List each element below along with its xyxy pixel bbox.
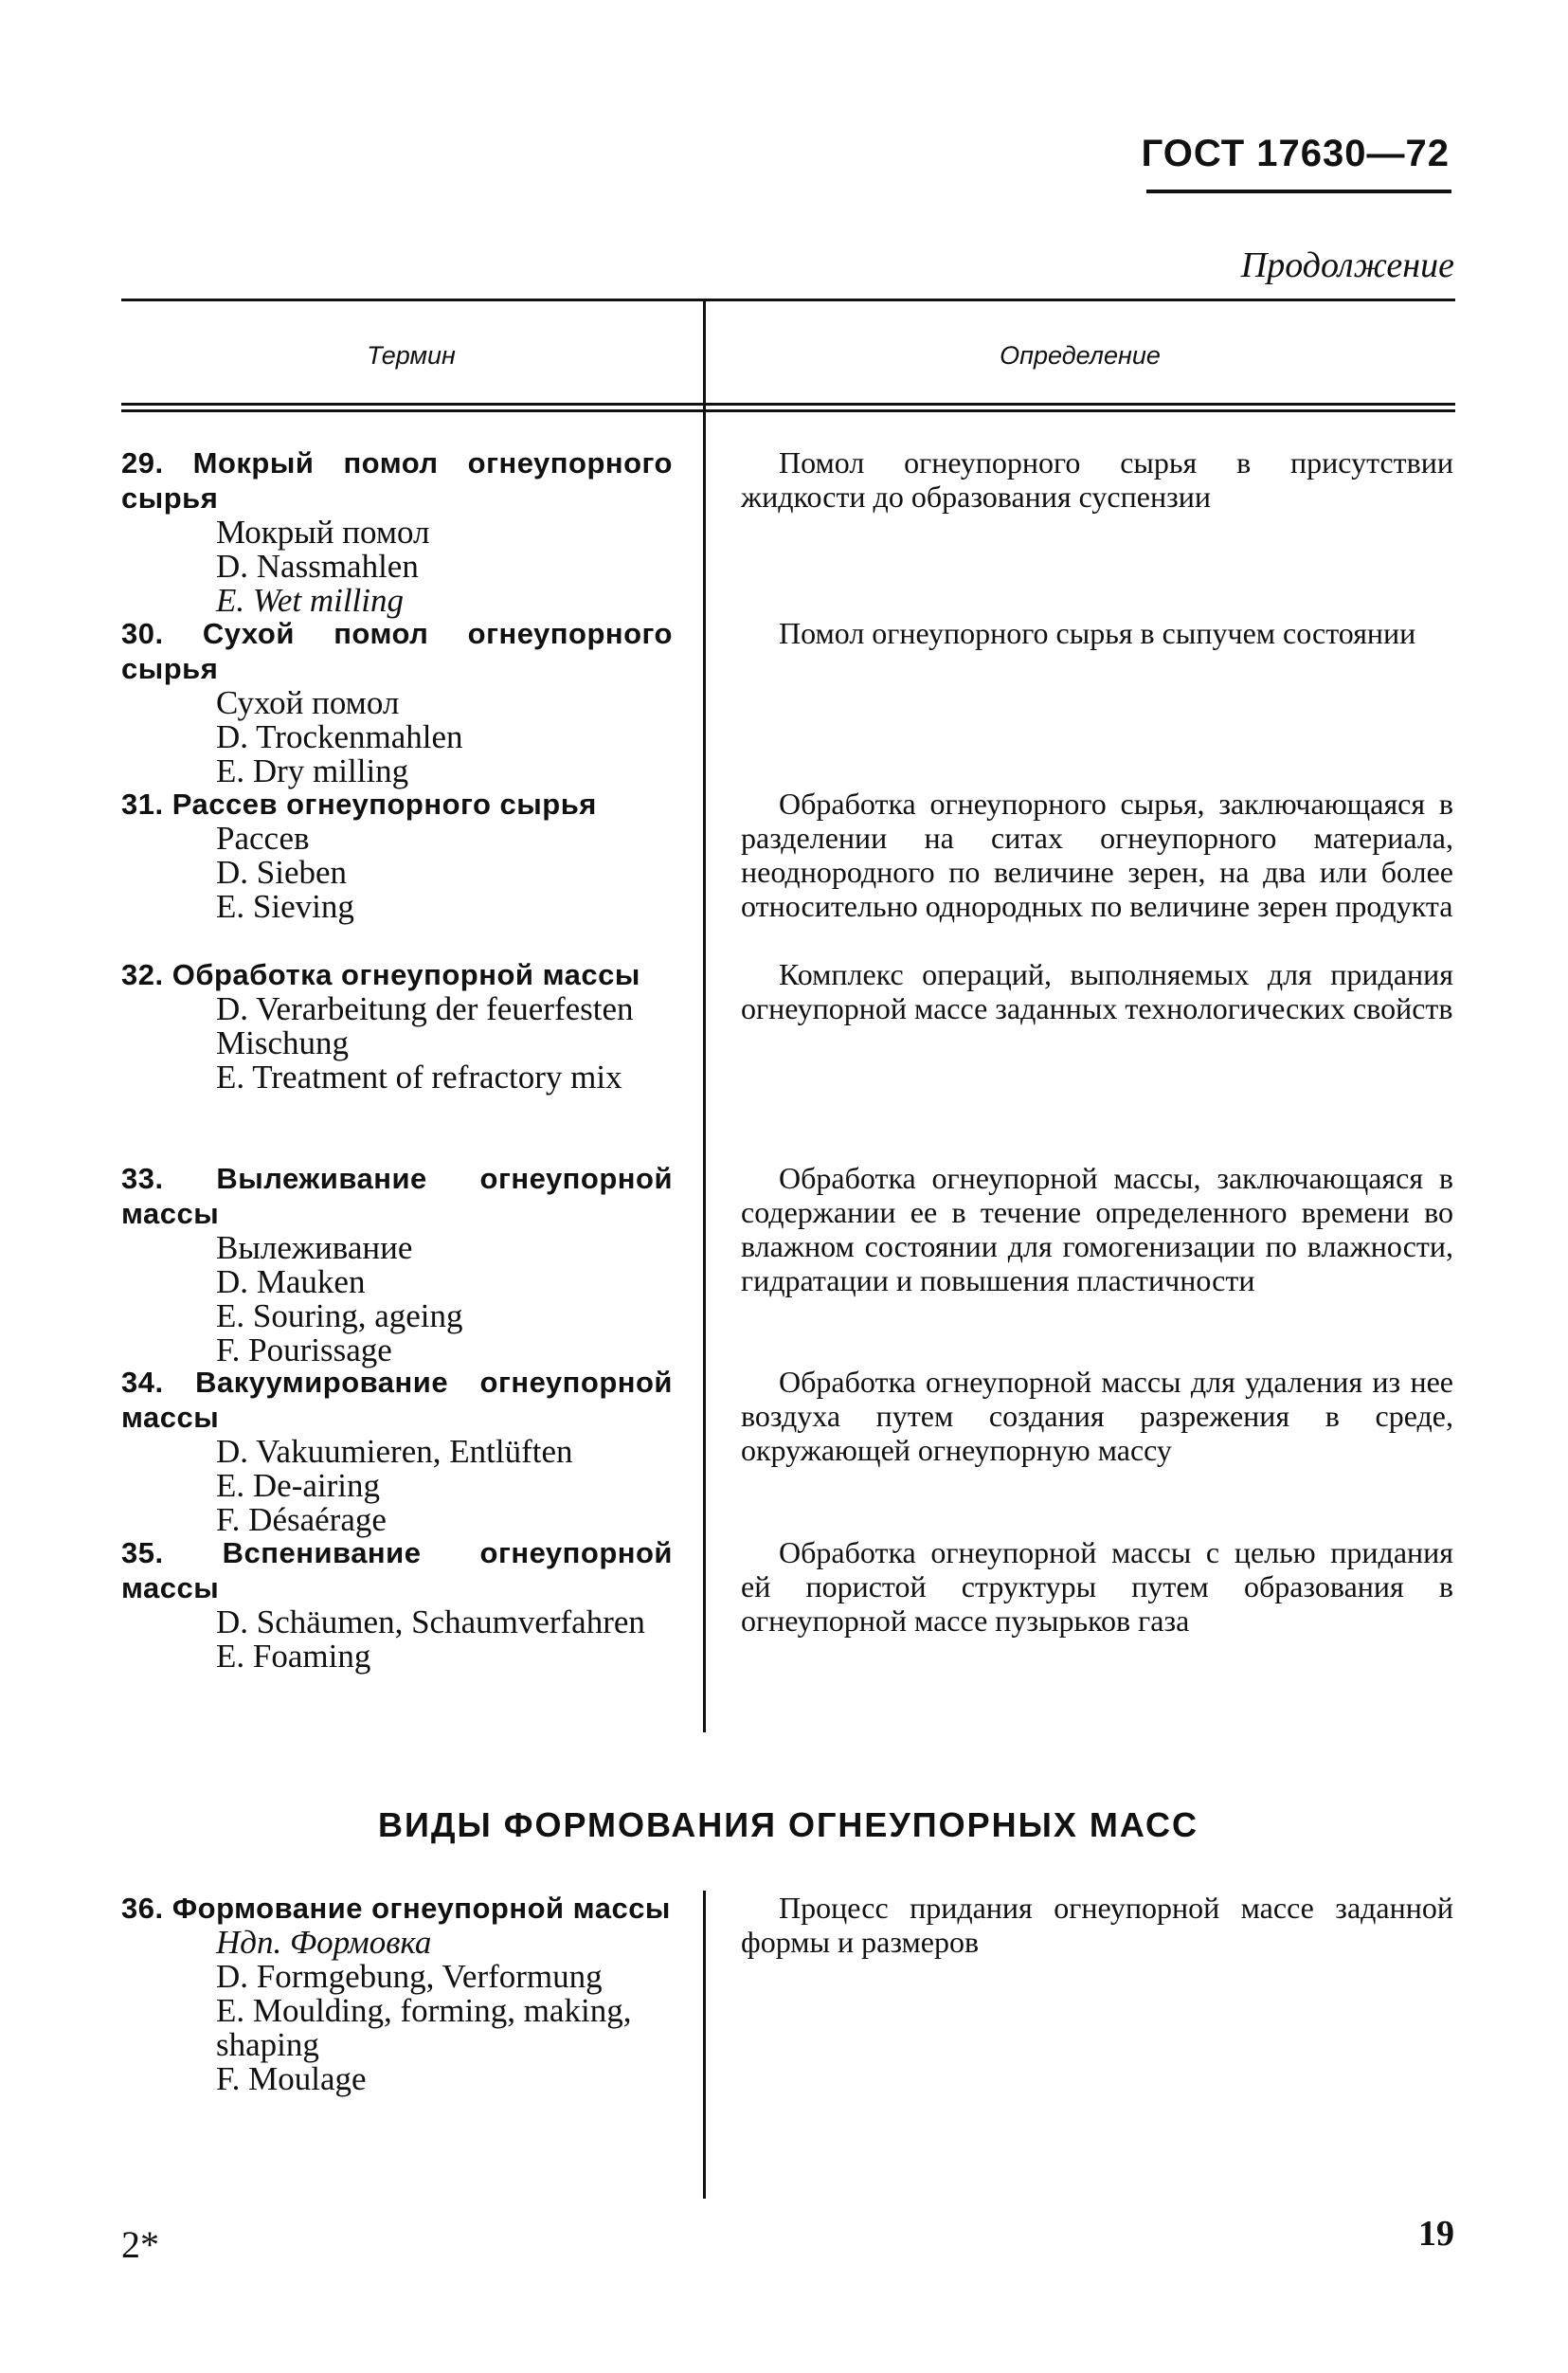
definition-36: Процесс придания огнеупорной массе заданной формы и размеров [741,1891,1453,1959]
term-french: F. Pourissage [216,1331,392,1368]
term-heading: 32. Обработка огнеупорной массы [121,958,640,991]
table-top-rule [121,299,1455,301]
definition-33: Обработка огнеупорной массы, заключающаяся в содержании ее в течение определенного времени во влажном состоянии для гомогенизации по влажности, гидратации и повышения пластичности [741,1161,1453,1297]
term-german: D. Verarbeitung der feuerfesten Mischung [216,990,634,1061]
definition-30: Помол огнеупорного сырья в сыпучем состоянии [779,616,1416,650]
term-heading: 36. Формование огнеупорной массы [121,1892,671,1925]
term-heading: 29. Мокрый помол огнеупорного сырья [121,446,673,515]
term-32 [121,957,673,1095]
term-29 [121,445,673,618]
term-english: E. Wet milling [216,582,405,619]
term-german: D. Mauken [216,1263,366,1300]
term-35 [121,1535,673,1674]
term-column-header: Термин [367,341,456,370]
term-33 [121,1161,673,1368]
term-german: D. Nassmahlen [216,548,419,585]
definition-35: Обработка огнеупорной массы с целью придания ей пористой структуры путем образования в огнеупорной массе пузырьков газа [741,1535,1453,1638]
term-german: D. Sieben [216,854,348,891]
term-36 [121,1891,673,2096]
term-heading: 33. Вылеживание огнеупорной массы [121,1162,673,1230]
standard-number: ГОСТ 17630—72 [1141,133,1450,174]
page-number: 19 [1418,2214,1454,2254]
term-german: D. Trockenmahlen [216,718,463,755]
table-header-rule-2 [121,409,1455,412]
definition-31: Обработка огнеупорного сырья, заключающаяся в разделении на ситах огнеупорного материала, неоднородного по величине зерен, на два или более относительно однородных по величине зерен продукта [741,787,1453,923]
definition-32: Комплекс операций, выполняемых для придания огнеупорной массе заданных технологических свойств [741,957,1453,1025]
signature-mark: 2* [121,2223,159,2266]
term-deprecated: Ндп. Формовка [216,1924,432,1961]
definition-29: Помол огнеупорного сырья в присутствии жидкости до образования суспензии [741,445,1453,514]
term-heading: 35. Вспенивание огнеупорной массы [121,1536,673,1604]
term-english: E. Moulding, forming, making, shaping [216,1992,632,2063]
term-31 [121,787,673,924]
term-english: E. Sieving [216,888,354,925]
term-english: E. Dry milling [216,752,409,789]
table-header-rule-1 [121,403,1455,406]
term-french: F. Moulage [216,2060,367,2097]
term-english: E. De-airing [216,1467,380,1504]
term-heading: 30. Сухой помол огнеупорного сырья [121,617,673,685]
term-english: E. Treatment of refractory mix [216,1059,622,1096]
term-synonym: Вылеживание [216,1229,413,1266]
term-german: D. Schäumen, Schaumverfahren [216,1603,645,1640]
term-german: D. Formgebung, Verformung [216,1958,603,1995]
term-heading: 34. Вакуумирование огнеупорной массы [121,1366,673,1434]
term-french: F. Désaérage [216,1501,387,1538]
term-english: E. Souring, ageing [216,1297,463,1334]
term-30 [121,616,673,788]
continuation-label: Продолжение [1240,245,1454,285]
term-synonym: Сухой помол [216,684,400,721]
definition-34: Обработка огнеупорной массы для удаления из нее воздуха путем создания разрежения в среде, окружающей огнеупорную массу [741,1365,1453,1467]
term-english: E. Foaming [216,1638,371,1675]
term-heading: 31. Рассев огнеупорного сырья [121,788,597,821]
section-title: ВИДЫ ФОРМОВАНИЯ ОГНЕУПОРНЫХ МАСС [377,1805,1199,1844]
term-german: D. Vakuumieren, Entlüften [216,1433,573,1470]
definition-column-header: Определение [1000,341,1161,370]
term-synonym: Мокрый помол [216,514,430,551]
header-underline [1146,190,1451,193]
column-divider-2 [703,1891,706,2199]
term-synonym: Рассев [216,820,310,857]
column-divider [703,301,706,1732]
term-34 [121,1365,673,1537]
